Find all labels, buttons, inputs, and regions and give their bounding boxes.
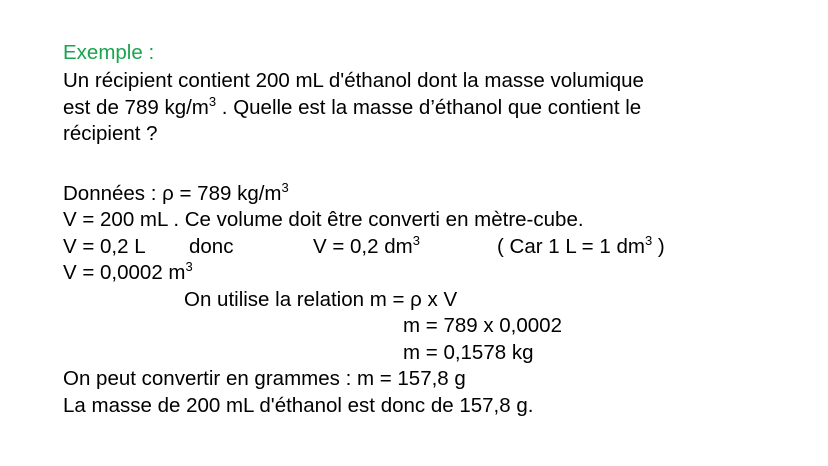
calculation-line-1: m = 789 x 0,0002	[403, 314, 562, 337]
statement-text: . Quelle est la masse d’éthanol que contient le	[216, 96, 642, 119]
relation-line: On utilise la relation m = ρ x V	[184, 288, 458, 311]
volume-line: V = 200 mL . Ce volume doit être converti en mètre-cube.	[63, 208, 584, 231]
conversion-dm3	[313, 235, 420, 258]
note-text: ( Car 1 L = 1 dm	[497, 235, 645, 258]
exponent: 3	[208, 94, 217, 109]
statement-line-3	[63, 122, 158, 145]
conversion-text: V = 0,2 dm	[313, 235, 413, 258]
statement-line-2	[63, 96, 641, 119]
volume-m3-text: V = 0,0002 m	[63, 261, 186, 284]
exponent: 3	[281, 180, 289, 195]
example-title: Exemple :	[63, 41, 155, 64]
calculation-line-2: m = 0,1578 kg	[403, 341, 534, 364]
data-line	[63, 182, 289, 205]
statement-text: récipient ?	[63, 122, 158, 145]
grams-line: On peut convertir en grammes : m = 157,8 g	[63, 367, 466, 390]
note-text: )	[652, 235, 665, 258]
volume-m3-line	[63, 261, 193, 284]
conversion-note	[497, 235, 665, 258]
conclusion-line: La masse de 200 mL d'éthanol est donc de 157,8 g.	[63, 394, 534, 417]
data-text: Données : ρ = 789 kg/m	[63, 182, 282, 205]
statement-text: est de 789 kg/m	[63, 96, 209, 119]
conversion-donc: donc	[189, 235, 234, 258]
exponent: 3	[644, 233, 653, 248]
statement-text: Un récipient contient 200 mL d'éthanol dont la masse volumique	[63, 69, 644, 92]
exponent: 3	[412, 233, 420, 248]
statement-line-1	[63, 69, 644, 92]
conversion-liters: V = 0,2 L	[63, 235, 146, 258]
exponent: 3	[185, 259, 193, 274]
